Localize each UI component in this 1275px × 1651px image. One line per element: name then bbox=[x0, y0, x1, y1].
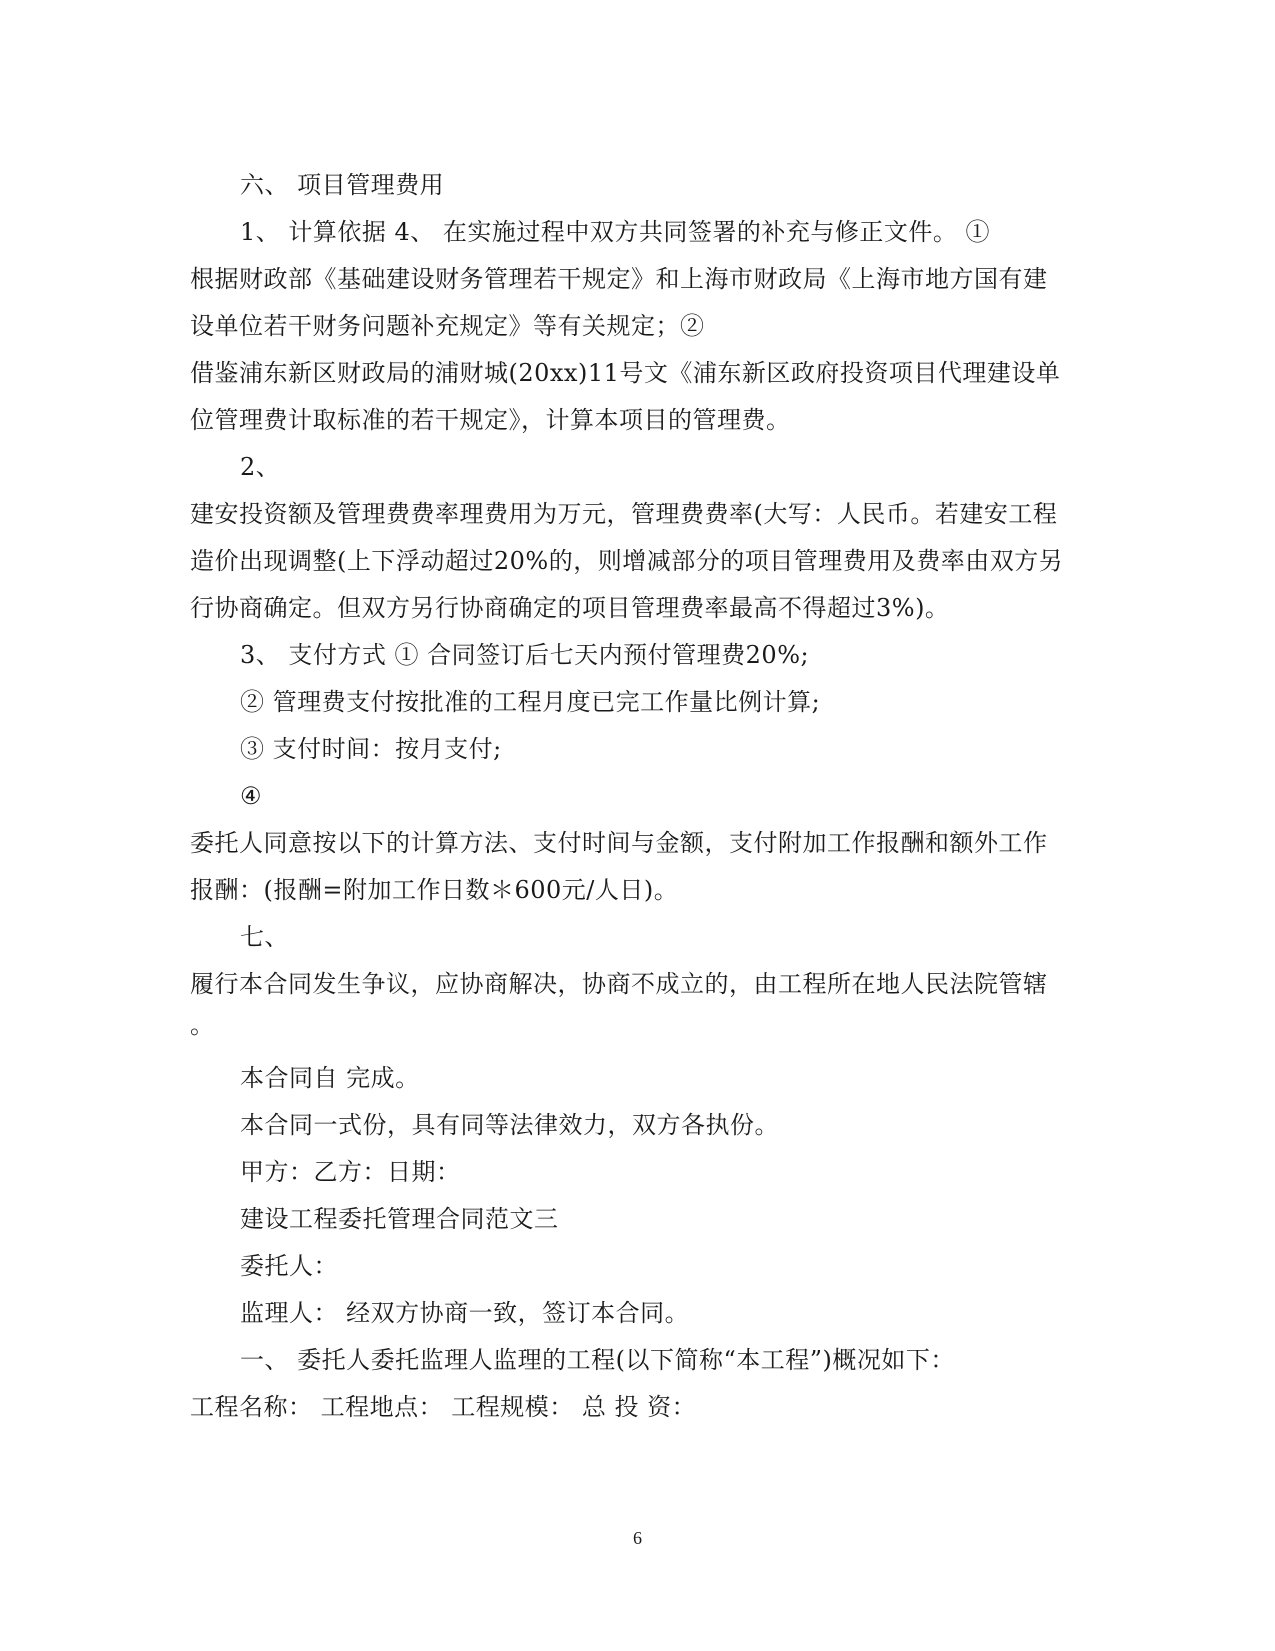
paragraph-line: 本合同一式份，具有同等法律效力，双方各执份。 bbox=[240, 1111, 779, 1139]
paragraph-line: 设单位若干财务问题补充规定》等有关规定；② bbox=[190, 312, 705, 340]
paragraph-line: 1、 计算依据 4、 在实施过程中双方共同签署的补充与修正文件。 ① bbox=[240, 218, 991, 246]
paragraph-line: ④ bbox=[240, 782, 263, 810]
page-number: 6 bbox=[633, 1528, 642, 1548]
paragraph-line: 委托人同意按以下的计算方法、支付时间与金额，支付附加工作报酬和额外工作 bbox=[190, 829, 1048, 857]
paragraph-line: 2、 bbox=[240, 453, 281, 481]
paragraph-line: 建安投资额及管理费费率理费用为万元，管理费费率(大写：人民币。若建安工程 bbox=[190, 500, 1058, 528]
paragraph-line: 3、 支付方式 ① 合同签订后七天内预付管理费20%; bbox=[240, 641, 810, 669]
paragraph-line: 位管理费计取标准的若干规定》，计算本项目的管理费。 bbox=[190, 406, 791, 434]
paragraph-line: 履行本合同发生争议，应协商解决，协商不成立的，由工程所在地人民法院管辖 bbox=[190, 970, 1048, 998]
paragraph-line: 借鉴浦东新区财政局的浦财城(20xx)11号文《浦东新区政府投资项目代理建设单 bbox=[190, 359, 1061, 387]
section-heading: 六、 项目管理费用 bbox=[240, 171, 445, 199]
paragraph-line: 本合同自 完成。 bbox=[240, 1064, 420, 1092]
paragraph-line: 根据财政部《基础建设财务管理若干规定》和上海市财政局《上海市地方国有建 bbox=[190, 265, 1048, 293]
section-heading: 七、 bbox=[240, 923, 289, 951]
paragraph-line: 监理人： 经双方协商一致，签订本合同。 bbox=[240, 1299, 690, 1327]
paragraph-line: 报酬：(报酬=附加工作日数＊600元/人日)。 bbox=[190, 876, 679, 904]
signature-line: 甲方：乙方：日期： bbox=[240, 1158, 461, 1186]
paragraph-line: 委托人： bbox=[240, 1252, 338, 1280]
paragraph-line: 造价出现调整(上下浮动超过20%的，则增减部分的项目管理费用及费率由双方另 bbox=[190, 547, 1064, 575]
document-title: 建设工程委托管理合同范文三 bbox=[240, 1205, 559, 1233]
paragraph-line: 。 bbox=[190, 1011, 215, 1039]
paragraph-line: 工程名称： 工程地点： 工程规模： 总 投 资： bbox=[190, 1393, 697, 1421]
paragraph-line: ② 管理费支付按批准的工程月度已完工作量比例计算; bbox=[240, 688, 821, 716]
paragraph-line: 一、 委托人委托监理人监理的工程(以下简称“本工程”)概况如下： bbox=[240, 1346, 955, 1374]
paragraph-line: 行协商确定。但双方另行协商确定的项目管理费率最高不得超过3%)。 bbox=[190, 594, 950, 622]
paragraph-line: ③ 支付时间：按月支付; bbox=[240, 735, 502, 763]
